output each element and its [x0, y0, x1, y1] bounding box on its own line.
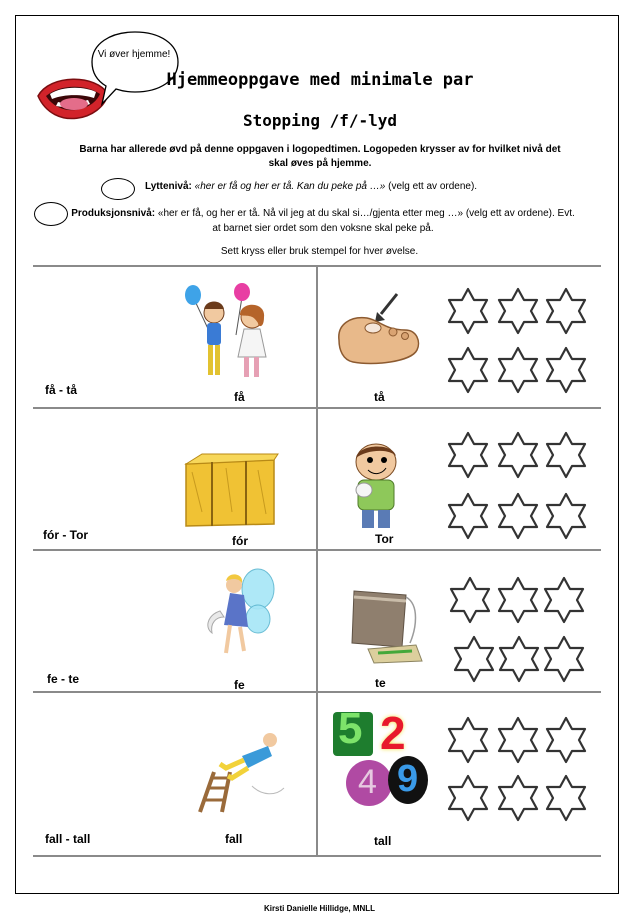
page-subtitle: Stopping /f/-lyd: [242, 111, 398, 130]
star-icon[interactable]: [499, 348, 537, 392]
star-icon[interactable]: [455, 637, 493, 681]
word-t: tå: [374, 390, 385, 404]
star-icon[interactable]: [545, 578, 583, 622]
star-icon[interactable]: [451, 578, 489, 622]
listening-note: (velg ett av ordene).: [388, 181, 478, 192]
speech-bubble-text: Vi øver hjemme!: [97, 49, 171, 60]
star-icon[interactable]: [547, 718, 585, 762]
listening-example: «her er få og her er tå. Kan du peke på …»: [194, 181, 386, 192]
star-icons-row3[interactable]: [451, 578, 583, 681]
footer-credit: Kirsti Danielle Hillidge, MNLL: [263, 904, 376, 913]
star-icon[interactable]: [449, 289, 487, 333]
pair-label: fór - Tor: [43, 528, 89, 542]
star-icon[interactable]: [547, 776, 585, 820]
word-t: tall: [374, 834, 392, 848]
production-text: «her er få, og her er tå. Nå vil jeg at du skal si…/gjenta etter meg …» (velg ett av ordene). Evt. at barnet sier ordet som den voksne skal peke på.: [157, 208, 575, 234]
star-icon[interactable]: [499, 433, 537, 477]
star-icon[interactable]: [499, 718, 537, 762]
star-icon[interactable]: [547, 348, 585, 392]
word-f: få: [234, 390, 245, 404]
number-4: 4: [358, 763, 377, 801]
pair-label: få - tå: [45, 383, 78, 397]
number-2: 2: [380, 707, 406, 759]
star-icon[interactable]: [449, 776, 487, 820]
word-t: te: [375, 676, 386, 690]
star-icon[interactable]: [499, 494, 537, 538]
number-5: 5: [338, 704, 363, 753]
pair-label: fe - te: [47, 672, 80, 686]
star-icon[interactable]: [547, 289, 585, 333]
production-label: Produksjonsnivå:: [71, 208, 156, 219]
word-t: Tor: [375, 532, 394, 546]
star-icon[interactable]: [499, 776, 537, 820]
star-icon[interactable]: [500, 637, 538, 681]
pair-label: fall - tall: [45, 832, 91, 846]
star-icons-row1[interactable]: [449, 289, 585, 392]
star-icon[interactable]: [449, 348, 487, 392]
star-icon[interactable]: [449, 433, 487, 477]
star-icon[interactable]: [545, 637, 583, 681]
star-icon[interactable]: [449, 718, 487, 762]
page-title: Hjemmeoppgave med minimale par: [166, 70, 474, 90]
word-f: fe: [234, 678, 245, 692]
star-icon[interactable]: [547, 494, 585, 538]
word-f: fór: [232, 534, 248, 548]
star-icons-row2[interactable]: [449, 433, 585, 538]
number-9: 9: [397, 758, 419, 800]
star-icon[interactable]: [499, 289, 537, 333]
star-icons-row4[interactable]: [449, 718, 585, 820]
word-f: fall: [225, 832, 243, 846]
star-icon[interactable]: [499, 578, 537, 622]
listening-label: Lyttenivå:: [145, 181, 192, 192]
intro-text: Barna har allerede øvd på denne oppgaven i logopedtimen. Logopeden krysser av for hvilket nivå det skal øves på hjemme.: [79, 144, 561, 169]
instruction-text: Sett kryss eller bruk stempel for hver øvelse.: [220, 246, 419, 257]
star-icon[interactable]: [449, 494, 487, 538]
star-icon[interactable]: [547, 433, 585, 477]
